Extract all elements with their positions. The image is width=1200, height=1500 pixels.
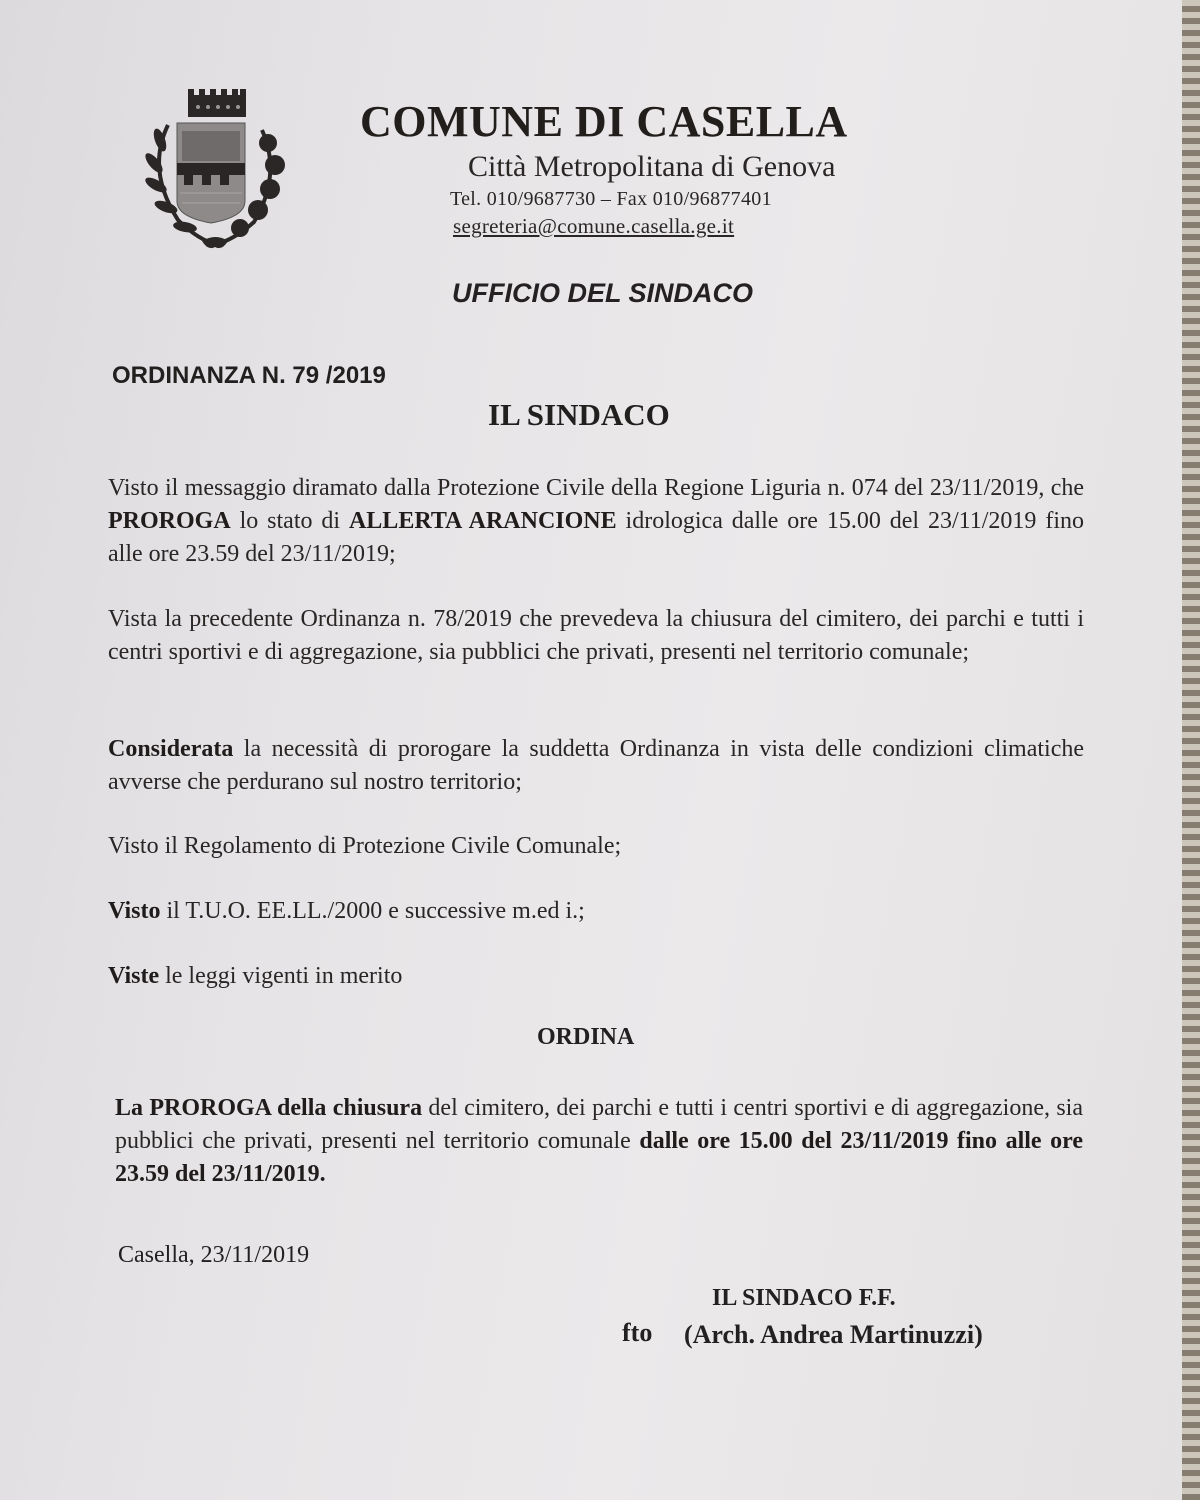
signature-title: IL SINDACO F.F. xyxy=(712,1285,896,1311)
signature-prefix: fto xyxy=(622,1318,653,1347)
coat-of-arms-icon xyxy=(130,85,300,260)
paragraph-leggi: Viste le leggi vigenti in merito xyxy=(108,963,403,989)
office-heading: UFFICIO DEL SINDACO xyxy=(452,278,754,308)
paragraph-previous-ordinance: Vista la precedente Ordinanza n. 78/2019 che prevedeva la chiusura del cimitero, dei parchi e tutti i centri sportivi e di aggregazione, sia pubblici che privati, presenti nel territorio comunale; xyxy=(108,606,1084,665)
issuer-heading: IL SINDACO xyxy=(488,397,670,432)
contact-numbers: Tel. 010/9687730 – Fax 010/96877401 xyxy=(450,188,772,210)
paragraph-tuo: Visto il T.U.O. EE.LL./2000 e successive m.ed i.; xyxy=(108,898,585,924)
metropolitan-city: Città Metropolitana di Genova xyxy=(468,150,836,183)
ordina-heading: ORDINA xyxy=(537,1024,635,1050)
paragraph-alert-message: Visto il messaggio diramato dalla Protezione Civile della Regione Liguria n. 074 del 23/11/2019, che PROROGA lo stato di ALLERTA ARANCIONE idrologica dalle ore 15.00 del 23/11/2019 fino alle ore 23.59 del 23/11/2019; xyxy=(108,475,1084,567)
paragraph-considerata: Considerata la necessità di prorogare la suddetta Ordinanza in vista delle condizioni climatiche avverse che perdurano sul nostro territorio; xyxy=(108,736,1084,795)
place-and-date: Casella, 23/11/2019 xyxy=(118,1242,310,1268)
paragraph-order: La PROROGA della chiusura del cimitero, dei parchi e tutti i centri sportivi e di aggregazione, sia pubblici che privati, presenti nel territorio comunale dalle ore 15.00 del 23/11/2019 fino alle ore 23.59 del 23/11/2019. xyxy=(115,1095,1083,1187)
municipality-name: COMUNE DI CASELLA xyxy=(360,97,848,146)
signatory-name: (Arch. Andrea Martinuzzi) xyxy=(684,1320,983,1349)
contact-email: segreteria@comune.casella.ge.it xyxy=(453,214,735,238)
paragraph-regolamento: Visto il Regolamento di Protezione Civile Comunale; xyxy=(108,833,622,859)
ordinance-number: ORDINANZA N. 79 /2019 xyxy=(112,362,386,389)
